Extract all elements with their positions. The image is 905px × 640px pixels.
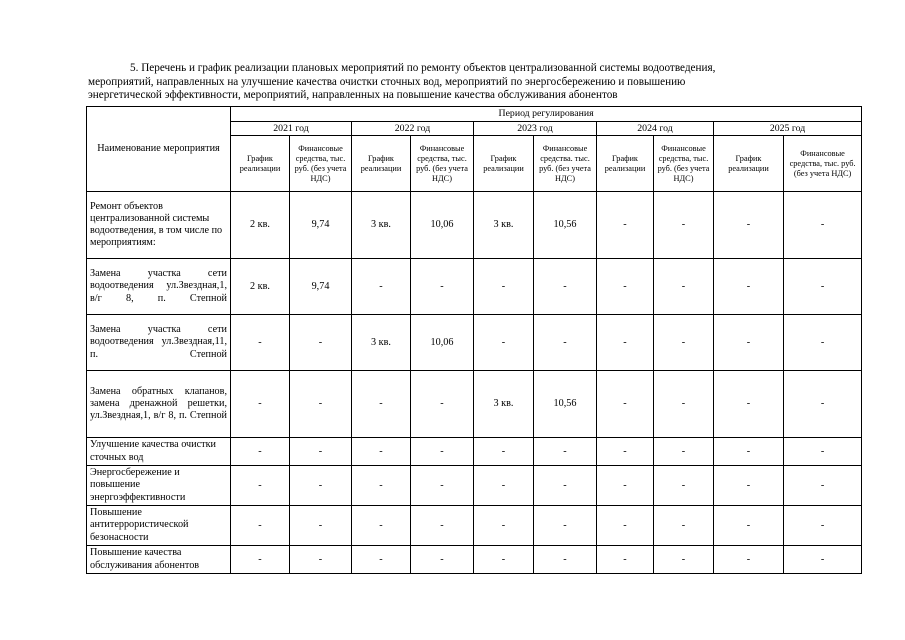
schedule-header: График реализации: [231, 136, 290, 192]
finance-cell: -: [411, 438, 474, 466]
table-row: [87, 506, 862, 546]
finance-cell: 10,06: [411, 315, 474, 371]
finance-cell: -: [784, 259, 862, 315]
finance-cell: 10,06: [411, 192, 474, 259]
finance-cell: -: [784, 192, 862, 259]
schedule-cell: -: [231, 315, 290, 371]
table-row: [87, 438, 862, 466]
finance-cell: -: [534, 259, 597, 315]
schedule-header: График реализации: [714, 136, 784, 192]
table-row: [87, 315, 862, 371]
schedule-cell: 3 кв.: [352, 315, 411, 371]
finance-cell: -: [290, 315, 352, 371]
schedule-cell: -: [714, 259, 784, 315]
measure-name: Замена участка сети водоотведения ул.Звездная,11, п. Степной: [87, 315, 231, 371]
finance-cell: -: [290, 506, 352, 546]
schedule-header: График реализации: [597, 136, 654, 192]
measure-name: Ремонт объектов централизованной системы водоотведения, в том числе по мероприятиям:: [87, 192, 231, 259]
finance-cell: -: [411, 466, 474, 506]
schedule-cell: -: [597, 506, 654, 546]
schedule-cell: -: [352, 259, 411, 315]
schedule-cell: 3 кв.: [474, 192, 534, 259]
schedule-cell: -: [597, 315, 654, 371]
finance-cell: -: [784, 371, 862, 438]
schedule-cell: -: [597, 466, 654, 506]
schedule-cell: -: [231, 506, 290, 546]
finance-cell: 10,56: [534, 371, 597, 438]
schedule-cell: -: [352, 371, 411, 438]
schedule-cell: -: [231, 438, 290, 466]
finance-cell: -: [534, 438, 597, 466]
schedule-cell: -: [714, 192, 784, 259]
finance-cell: -: [290, 466, 352, 506]
finance-cell: -: [411, 506, 474, 546]
finance-cell: -: [784, 546, 862, 574]
finance-cell: -: [290, 546, 352, 574]
finance-cell: -: [784, 438, 862, 466]
finance-cell: -: [411, 371, 474, 438]
intro-line-3: энергетической эффективности, мероприятий, направленных на повышение качества обслуживания абонентов: [88, 89, 618, 101]
table-row: [87, 259, 862, 315]
schedule-header: График реализации: [474, 136, 534, 192]
schedule-cell: -: [352, 506, 411, 546]
finance-cell: -: [534, 506, 597, 546]
year-header: 2021 год: [231, 122, 352, 136]
schedule-cell: 2 кв.: [231, 259, 290, 315]
finance-cell: -: [784, 315, 862, 371]
schedule-cell: -: [714, 466, 784, 506]
measure-name: Замена обратных клапанов, замена дренажной решетки, ул.Звездная,1, в/г 8, п. Степной: [87, 371, 231, 438]
finance-cell: -: [290, 438, 352, 466]
finance-cell: -: [654, 546, 714, 574]
finance-cell: -: [290, 371, 352, 438]
measure-name: Улучшение качества очистки сточных вод: [87, 438, 231, 466]
finance-cell: -: [534, 315, 597, 371]
name-header: Наименование мероприятия: [87, 107, 231, 192]
schedule-cell: -: [231, 371, 290, 438]
finance-cell: -: [784, 466, 862, 506]
finance-header: Финансовые средства, тыс. руб. (без учета НДС): [784, 136, 862, 192]
schedule-cell: -: [474, 546, 534, 574]
header-row-period: [87, 107, 862, 122]
schedule-cell: -: [597, 546, 654, 574]
measure-name: Повышение качества обслуживания абонентов: [87, 546, 231, 574]
schedule-cell: -: [474, 506, 534, 546]
finance-header: Финансовые средства, тыс. руб. (без учета НДС): [654, 136, 714, 192]
finance-cell: -: [654, 506, 714, 546]
finance-cell: -: [654, 371, 714, 438]
schedule-cell: -: [597, 192, 654, 259]
finance-cell: -: [784, 506, 862, 546]
finance-header: Финансовые средства, тыс. руб. (без учета НДС): [290, 136, 352, 192]
finance-cell: -: [411, 259, 474, 315]
schedule-cell: -: [714, 438, 784, 466]
schedule-cell: -: [474, 438, 534, 466]
finance-cell: -: [654, 315, 714, 371]
schedule-header: График реализации: [352, 136, 411, 192]
schedule-cell: -: [352, 546, 411, 574]
schedule-cell: 2 кв.: [231, 192, 290, 259]
finance-cell: -: [654, 438, 714, 466]
schedule-cell: -: [352, 466, 411, 506]
finance-cell: -: [654, 259, 714, 315]
measures-table: [86, 106, 862, 574]
schedule-cell: -: [714, 506, 784, 546]
finance-cell: 10,56: [534, 192, 597, 259]
schedule-cell: -: [231, 466, 290, 506]
year-header: 2025 год: [714, 122, 862, 136]
finance-cell: -: [534, 546, 597, 574]
schedule-cell: 3 кв.: [474, 371, 534, 438]
finance-header: Финансовые средства, тыс. руб. (без учета НДС): [411, 136, 474, 192]
table-row: [87, 546, 862, 574]
intro-line-1: 5. Перечень и график реализации плановых мероприятий по ремонту объектов централизованной системы водоотведения,: [130, 62, 716, 74]
schedule-cell: -: [597, 371, 654, 438]
year-header: 2023 год: [474, 122, 597, 136]
schedule-cell: -: [231, 546, 290, 574]
schedule-cell: 3 кв.: [352, 192, 411, 259]
measure-name: Повышение антитеррористической безонасности: [87, 506, 231, 546]
finance-cell: 9,74: [290, 259, 352, 315]
schedule-cell: -: [714, 371, 784, 438]
measure-name: Замена участка сети водоотведения ул.Звездная,1, в/г 8, п. Степной: [87, 259, 231, 315]
finance-cell: -: [534, 466, 597, 506]
table-row: [87, 466, 862, 506]
schedule-cell: -: [597, 259, 654, 315]
intro-paragraph: [88, 62, 860, 103]
schedule-cell: -: [597, 438, 654, 466]
finance-cell: -: [654, 192, 714, 259]
schedule-cell: -: [474, 466, 534, 506]
year-header: 2024 год: [597, 122, 714, 136]
finance-cell: -: [654, 466, 714, 506]
year-header: 2022 год: [352, 122, 474, 136]
table-row: [87, 371, 862, 438]
table-row: [87, 192, 862, 259]
measure-name: Энергосбережение и повышение энергоэффективности: [87, 466, 231, 506]
schedule-cell: -: [714, 546, 784, 574]
finance-cell: 9,74: [290, 192, 352, 259]
intro-line-2: мероприятий, направленных на улучшение качества очистки сточных вод, мероприятий по энергосбережению и повышению: [88, 75, 686, 88]
schedule-cell: -: [714, 315, 784, 371]
finance-header: Финансовые средства. тыс. руб. (без учета НДС): [534, 136, 597, 192]
finance-cell: -: [411, 546, 474, 574]
schedule-cell: -: [352, 438, 411, 466]
schedule-cell: -: [474, 315, 534, 371]
schedule-cell: -: [474, 259, 534, 315]
period-header: Период регулирования: [231, 107, 862, 122]
